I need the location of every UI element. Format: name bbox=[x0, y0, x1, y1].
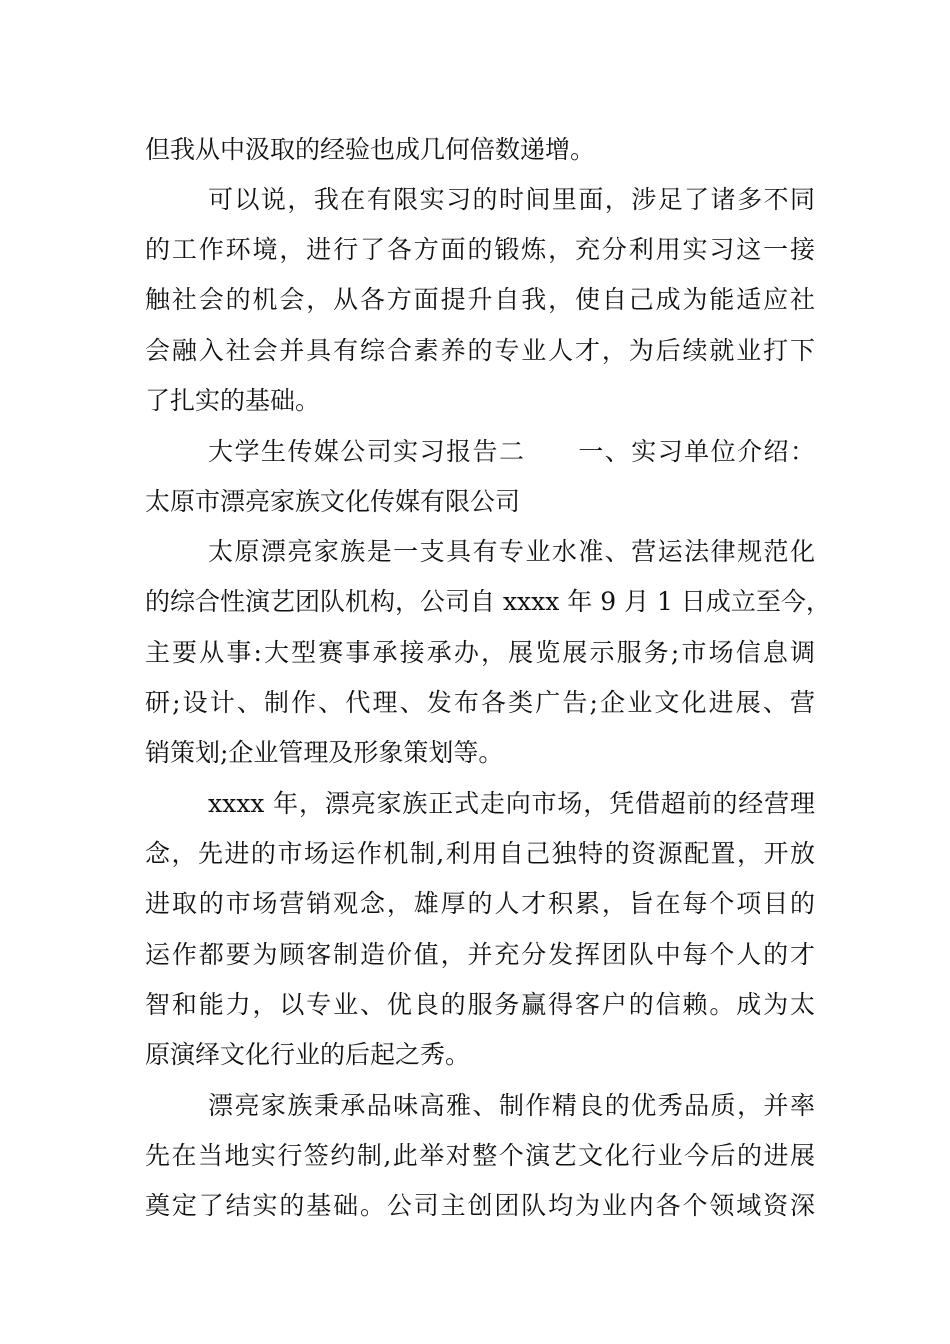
section-heading-line: 大学生传媒公司实习报告二 一、实习单位介绍： bbox=[208, 437, 815, 466]
paragraph-first-line: xxxx 年，漂亮家族正式走向市场，凭借超前的经营理 bbox=[208, 789, 815, 818]
text-line: 销策划;企业管理及形象策划等。 bbox=[145, 738, 504, 767]
text-line: 进取的市场营销观念，雄厚的人才积累，旨在每个项目的 bbox=[145, 889, 815, 918]
text-line: 但我从中汲取的经验也成几何倍数递增。 bbox=[145, 135, 596, 164]
paragraph-first-line: 太原漂亮家族是一支具有专业水准、营运法律规范化 bbox=[208, 537, 815, 566]
company-name-line: 太原市漂亮家族文化传媒有限公司 bbox=[145, 487, 521, 516]
text-line: 智和能力，以专业、优良的服务赢得客户的信赖。成为太 bbox=[145, 990, 815, 1019]
text-line: 触社会的机会，从各方面提升自我，使自己成为能适应社 bbox=[145, 285, 815, 314]
paragraph-first-line: 可以说，我在有限实习的时间里面，涉足了诸多不同 bbox=[208, 185, 815, 214]
paragraph-first-line: 漂亮家族秉承品味高雅、制作精良的优秀品质，并率 bbox=[208, 1091, 815, 1120]
text-line: 会融入社会并具有综合素养的专业人才，为后续就业打下 bbox=[145, 336, 815, 365]
text-line: 原演绎文化行业的后起之秀。 bbox=[145, 1040, 471, 1069]
text-line: 奠定了结实的基础。公司主创团队均为业内各个领域资深 bbox=[145, 1191, 815, 1220]
text-line: 念，先进的市场运作机制,利用自己独特的资源配置，开放 bbox=[145, 839, 815, 868]
text-line: 先在当地实行签约制,此举对整个演艺文化行业今后的进展 bbox=[145, 1141, 815, 1170]
text-line: 主要从事:大型赛事承接承办，展览展示服务;市场信息调 bbox=[145, 638, 815, 667]
text-line: 的综合性演艺团队机构，公司自 xxxx 年 9 月 1 日成立至今， bbox=[145, 587, 831, 616]
text-line: 运作都要为顾客制造价值，并充分发挥团队中每个人的才 bbox=[145, 940, 815, 969]
text-line: 的工作环境，进行了各方面的锻炼，充分利用实习这一接 bbox=[145, 235, 815, 264]
text-line: 研;设计、制作、代理、发布各类广告;企业文化进展、营 bbox=[145, 688, 815, 717]
text-line: 了扎实的基础。 bbox=[145, 386, 321, 415]
